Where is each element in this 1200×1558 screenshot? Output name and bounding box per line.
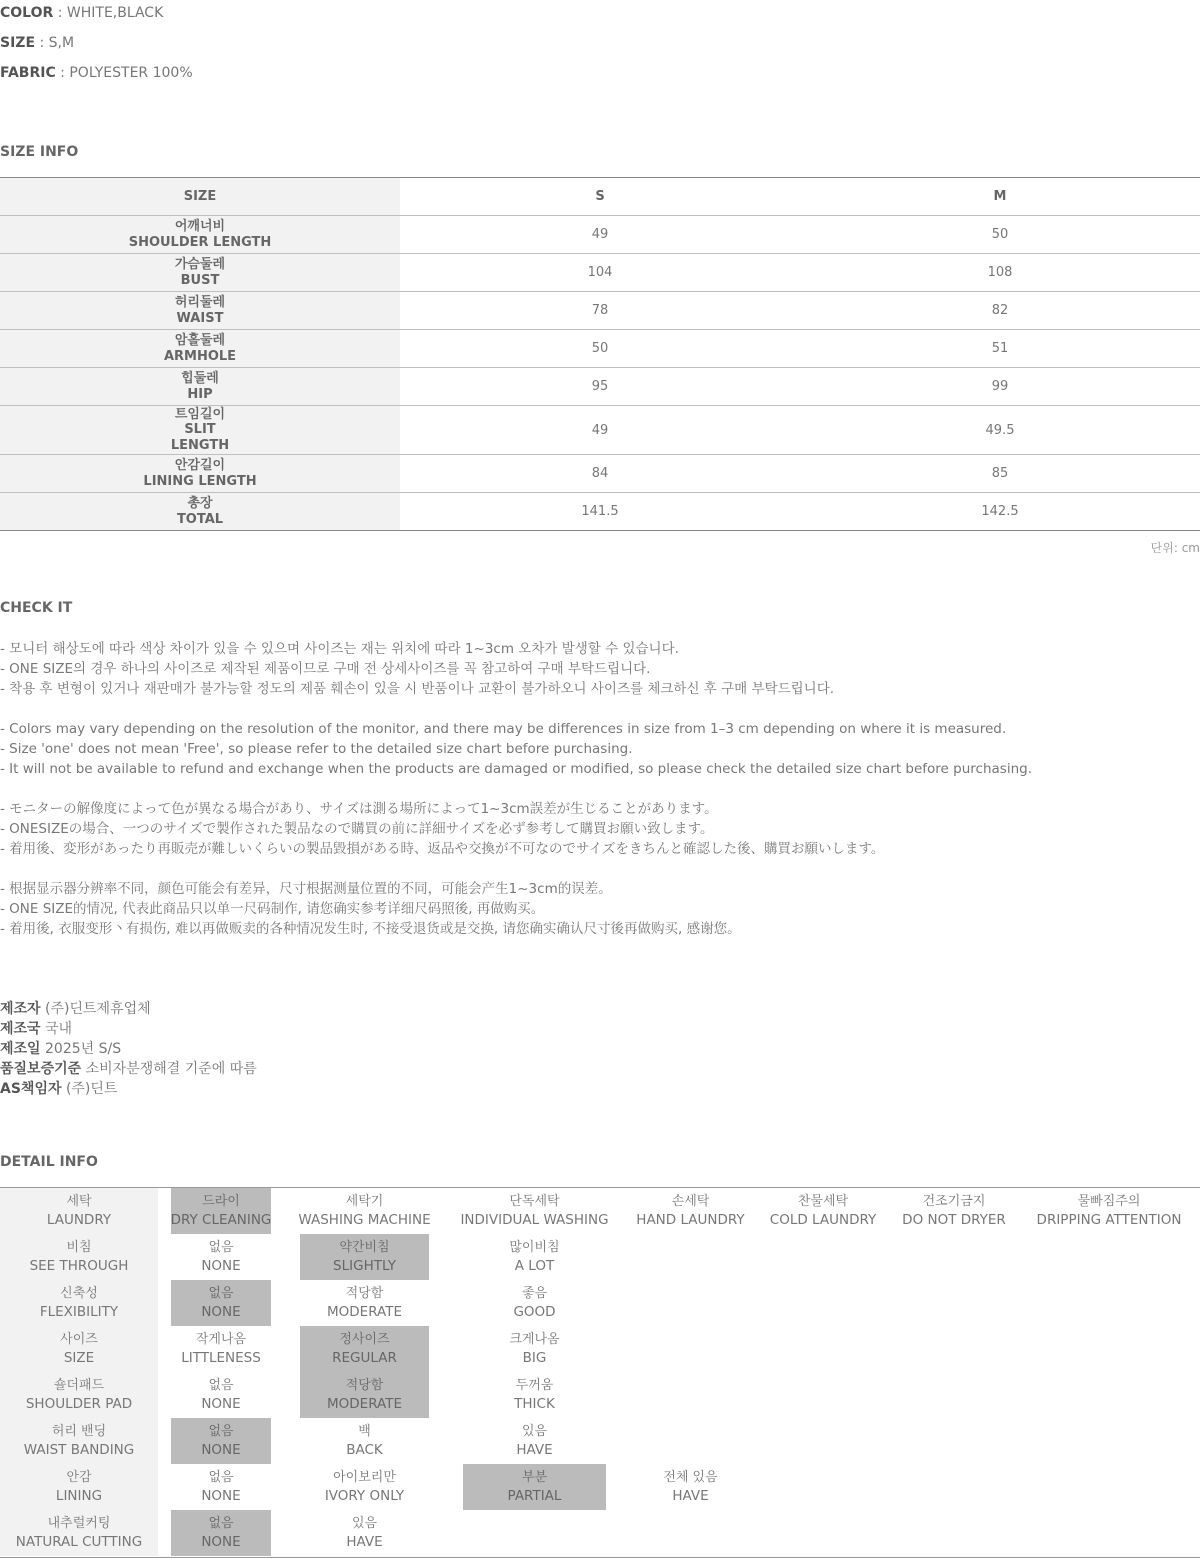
detail-option-en: A LOT	[514, 1258, 555, 1274]
detail-option-en: HAVE	[516, 1442, 553, 1458]
measure-name	[0, 455, 400, 492]
maker-label: AS책임자	[0, 1081, 62, 1097]
detail-label-kr: 안감	[66, 1470, 92, 1485]
detail-option-en: IVORY ONLY	[324, 1488, 405, 1504]
detail-option-en: NONE	[201, 1534, 241, 1550]
note-line: - Size 'one' does not mean 'Free', so please refer to the detailed size chart before purchasing.	[0, 741, 633, 757]
detail-label-en: LAUNDRY	[46, 1212, 112, 1228]
detail-option-kr: 아이보리만	[333, 1470, 396, 1485]
detail-option-en: NONE	[201, 1304, 241, 1320]
size-m-value: 50	[991, 227, 1009, 242]
note-line: - ONESIZEの場合、一つのサイズで製作された製品なので購買の前に詳細サイズを必ず参考して購買お願い致します。	[0, 821, 714, 837]
detail-option	[463, 1326, 606, 1372]
detail-option-en: HAND LAUNDRY	[636, 1212, 745, 1228]
size-row	[0, 367, 1200, 405]
measure-name	[0, 330, 400, 367]
note-line: - 着用後, 衣服变形丶有损伤, 难以再做贩卖的各种情况发生时, 不接受退货或是交换, 请您确实确认尺寸後再做购买, 感谢您。	[0, 921, 741, 937]
maker-value: (주)딘트	[61, 1081, 118, 1097]
spec-value: : WHITE,BLACK	[53, 5, 164, 21]
detail-option-kr: 건조기금지	[922, 1194, 986, 1209]
detail-label-kr: 내추럴커팅	[47, 1516, 111, 1531]
detail-row	[0, 1510, 1200, 1556]
spec-fabric	[0, 65, 193, 82]
size-s-value: 104	[587, 265, 613, 280]
spec-label: COLOR	[0, 5, 54, 21]
measure-name-en: BUST	[180, 272, 220, 288]
detail-option-en: DRY CLEANING	[170, 1212, 272, 1228]
measure-name-en: LENGTH	[170, 437, 230, 453]
size-table-header	[0, 178, 1200, 215]
detail-option-kr: 적당함	[345, 1378, 384, 1393]
note-line: - 根据显示器分辨率不同，颜色可能会有差异，尺寸根据测量位置的不同，可能会产生1~3cm的误差。	[0, 881, 612, 897]
maker-value: 국내	[40, 1021, 73, 1037]
detail-row	[0, 1326, 1200, 1372]
detail-option-kr: 전체 있음	[663, 1470, 718, 1485]
detail-option-kr: 단독세탁	[509, 1194, 560, 1209]
spec-label: SIZE	[0, 35, 36, 51]
maker-label: 제조자	[0, 1001, 41, 1017]
detail-option	[463, 1234, 606, 1280]
detail-option-selected	[171, 1188, 271, 1234]
detail-option-en: LITTLENESS	[181, 1350, 261, 1366]
maker-row	[0, 1059, 257, 1079]
measure-name-kr: 허리둘레	[174, 295, 226, 310]
detail-row	[0, 1464, 1200, 1510]
detail-option-en: REGULAR	[332, 1350, 397, 1366]
detail-option-kr: 많이비침	[509, 1240, 560, 1255]
detail-row-label	[0, 1280, 158, 1326]
detail-option	[1024, 1188, 1194, 1234]
measure-name-en: ARMHOLE	[163, 348, 237, 364]
detail-row-label	[0, 1464, 158, 1510]
detail-option	[171, 1234, 271, 1280]
detail-label-kr: 숄더패드	[53, 1378, 105, 1393]
detail-option	[463, 1372, 606, 1418]
detail-label-en: SEE THROUGH	[29, 1258, 129, 1274]
note-line	[0, 699, 1200, 719]
detail-option-en: THICK	[514, 1396, 555, 1412]
maker-row	[0, 1079, 257, 1099]
unit-label: 단위: cm	[1150, 541, 1200, 555]
size-s-value: 78	[591, 303, 609, 318]
measure-name-kr: 트임길이	[174, 406, 226, 422]
measure-name-kr: 총장	[187, 496, 213, 511]
size-header-m: M	[993, 189, 1007, 204]
detail-option-kr: 부분	[521, 1470, 548, 1485]
detail-label-kr: 신축성	[60, 1286, 98, 1301]
detail-row-label	[0, 1326, 158, 1372]
detail-option	[463, 1280, 606, 1326]
detail-option	[463, 1418, 606, 1464]
maker-value: 소비자분쟁해결 기준에 따름	[81, 1061, 257, 1077]
detail-option-selected	[300, 1234, 429, 1280]
detail-option	[300, 1464, 429, 1510]
measure-name	[0, 368, 400, 405]
size-row	[0, 291, 1200, 329]
size-m-value: 108	[987, 265, 1013, 280]
detail-label-en: LINING	[55, 1488, 103, 1504]
detail-label-kr: 허리 밴딩	[51, 1424, 107, 1439]
note-line: - 모니터 해상도에 따라 색상 차이가 있을 수 있으며 사이즈는 재는 위치에 따라 1~3cm 오차가 발생할 수 있습니다.	[0, 641, 679, 657]
spec-label: FABRIC	[0, 65, 56, 81]
measure-name-en: LINING LENGTH	[143, 473, 257, 489]
size-m-value: 85	[991, 466, 1009, 481]
detail-option-kr: 없음	[208, 1516, 234, 1531]
detail-option-en: COLD LAUNDRY	[769, 1212, 877, 1228]
size-header-s: S	[595, 189, 605, 204]
detail-option-kr: 적당함	[345, 1286, 384, 1301]
detail-option-kr: 없음	[208, 1240, 234, 1255]
detail-option-en: BIG	[522, 1350, 547, 1366]
detail-option	[768, 1188, 878, 1234]
size-s-value: 95	[591, 379, 609, 394]
measure-name	[0, 216, 400, 253]
size-row	[0, 405, 1200, 454]
detail-option	[300, 1510, 429, 1556]
note-line: - It will not be available to refund and exchange when the products are damaged or modified, so please check the detailed size chart before purchasing.	[0, 761, 1032, 777]
detail-option-selected	[463, 1464, 606, 1510]
detail-option-kr: 있음	[351, 1516, 378, 1531]
detail-option-en: NONE	[201, 1396, 241, 1412]
detail-table	[0, 1187, 1200, 1558]
measure-name-en: HIP	[187, 386, 213, 402]
detail-option-kr: 손세탁	[671, 1194, 710, 1209]
detail-row-label	[0, 1188, 158, 1234]
detail-option	[460, 1188, 609, 1234]
detail-option-selected	[171, 1418, 271, 1464]
detail-option-en: DRIPPING ATTENTION	[1036, 1212, 1182, 1228]
size-row	[0, 215, 1200, 253]
spec-value: : POLYESTER 100%	[55, 65, 193, 81]
detail-option-en: BACK	[346, 1442, 383, 1458]
size-row	[0, 454, 1200, 492]
measure-name-en: SHOULDER LENGTH	[128, 234, 272, 250]
detail-option-kr: 세탁기	[345, 1194, 384, 1209]
detail-option-en: NONE	[201, 1488, 241, 1504]
size-row	[0, 253, 1200, 291]
maker-row	[0, 1019, 257, 1039]
detail-label-en: SIZE	[63, 1350, 95, 1366]
measure-name-kr: 어깨너비	[174, 219, 226, 234]
measure-name-kr: 힙둘레	[181, 371, 219, 386]
maker-label: 제조일	[0, 1041, 41, 1057]
detail-option-kr: 찬물세탁	[797, 1194, 849, 1209]
detail-option	[171, 1326, 271, 1372]
spec-color	[0, 5, 163, 22]
detail-option-en: PARTIAL	[507, 1488, 562, 1504]
maker-label: 품질보증기준	[0, 1061, 82, 1077]
size-m-value: 82	[991, 303, 1009, 318]
detail-row	[0, 1372, 1200, 1418]
note-line: - ONE SIZE의 경우 하나의 사이즈로 제작된 제품이므로 구매 전 상세사이즈를 꼭 참고하여 구매 부탁드립니다.	[0, 661, 651, 677]
detail-row-label	[0, 1234, 158, 1280]
detail-option	[171, 1372, 271, 1418]
detail-option	[622, 1188, 759, 1234]
maker-value: (주)딘트제휴업체	[40, 1001, 151, 1017]
detail-label-en: NATURAL CUTTING	[15, 1534, 143, 1550]
size-m-value: 51	[991, 341, 1009, 356]
size-row	[0, 492, 1200, 530]
detail-option-kr: 없음	[208, 1378, 234, 1393]
measure-name	[0, 493, 400, 530]
detail-row	[0, 1418, 1200, 1464]
detail-option-kr: 드라이	[202, 1194, 240, 1209]
measure-name-kr: 안감길이	[174, 458, 226, 473]
size-info-title: SIZE INFO	[0, 144, 79, 160]
note-line: - ONE SIZE的情况, 代表此商品只以单一尺码制作, 请您确实参考详细尺码照後, 再做购买。	[0, 901, 545, 917]
note-line: - Colors may vary depending on the resolution of the monitor, and there may be differences in size from 1–3 cm depending on where it is measured.	[0, 721, 1007, 737]
detail-option-selected	[171, 1280, 271, 1326]
note-line: - モニターの解像度によって色が異なる場合があり、サイズは測る場所によって1~3cm誤差が生じることがあります。	[0, 801, 718, 817]
note-line: - 착용 후 변형이 있거나 재판매가 불가능할 정도의 제품 훼손이 있을 시 반품이나 교환이 불가하오니 사이즈를 체크하신 후 구매 부탁드립니다.	[0, 681, 835, 697]
measure-name-kr: 암홀둘레	[174, 333, 226, 348]
size-s-value: 141.5	[581, 504, 619, 519]
check-it-notes	[0, 639, 1200, 939]
detail-option-en: NONE	[201, 1442, 241, 1458]
detail-option-kr: 없음	[208, 1286, 234, 1301]
size-header-label: SIZE	[0, 178, 400, 215]
maker-value: 2025년 S/S	[40, 1041, 122, 1057]
detail-option-en: HAVE	[672, 1488, 709, 1504]
detail-option-kr: 없음	[208, 1424, 234, 1439]
measure-name	[0, 292, 400, 329]
detail-option	[300, 1188, 429, 1234]
note-line: - 着用後、変形があったり再販売が難しいくらいの製品毀損がある時、返品や交換が不可なのでサイズをきちんと確認した後、購買お願いします。	[0, 841, 885, 857]
detail-label-en: WAIST BANDING	[23, 1442, 135, 1458]
detail-option-en: MODERATE	[327, 1396, 402, 1412]
detail-option-selected	[300, 1326, 429, 1372]
size-s-value: 84	[591, 466, 609, 481]
detail-option-en: SLIGHTLY	[333, 1258, 396, 1274]
detail-option-kr: 좋음	[521, 1286, 548, 1301]
detail-label-kr: 비침	[66, 1240, 92, 1255]
check-it-title: CHECK IT	[0, 600, 73, 616]
detail-option-en: MODERATE	[327, 1304, 402, 1320]
detail-option-kr: 정사이즈	[339, 1332, 390, 1347]
size-table	[0, 177, 1200, 531]
maker-info	[0, 999, 257, 1099]
detail-option-kr: 있음	[521, 1424, 548, 1439]
size-s-value: 49	[591, 422, 609, 438]
detail-option-selected	[300, 1372, 429, 1418]
spec-value: : S,M	[35, 35, 75, 51]
detail-label-kr: 사이즈	[60, 1332, 98, 1347]
detail-option-kr: 약간비침	[339, 1240, 390, 1255]
detail-option	[171, 1464, 271, 1510]
detail-option-selected	[171, 1510, 271, 1556]
detail-row	[0, 1234, 1200, 1280]
detail-option-kr: 두꺼움	[515, 1378, 554, 1393]
note-line	[0, 779, 1200, 799]
detail-option-en: DO NOT DRYER	[902, 1212, 1006, 1228]
measure-name-en: SLIT	[184, 422, 216, 438]
measure-name-en: TOTAL	[176, 511, 224, 527]
detail-option-en: INDIVIDUAL WASHING	[460, 1212, 609, 1228]
detail-row-label	[0, 1510, 158, 1556]
measure-name	[0, 254, 400, 291]
detail-label-en: SHOULDER PAD	[25, 1396, 133, 1412]
size-m-value: 142.5	[981, 504, 1019, 519]
detail-option	[300, 1280, 429, 1326]
detail-option-kr: 물빠짐주의	[1077, 1194, 1141, 1209]
detail-row	[0, 1280, 1200, 1326]
note-line	[0, 859, 1200, 879]
size-m-value: 99	[991, 379, 1009, 394]
detail-option-kr: 크게나옴	[509, 1332, 560, 1347]
measure-name-en: WAIST	[176, 310, 224, 326]
detail-option-en: GOOD	[513, 1304, 556, 1320]
detail-label-en: FLEXIBILITY	[39, 1304, 119, 1320]
maker-row	[0, 1039, 257, 1059]
spec-size	[0, 35, 74, 52]
detail-option-kr: 작게나옴	[195, 1332, 247, 1347]
measure-name-kr: 가슴둘레	[174, 257, 226, 272]
detail-info-title: DETAIL INFO	[0, 1154, 98, 1170]
detail-row	[0, 1188, 1200, 1234]
size-s-value: 49	[591, 227, 609, 242]
detail-row-label	[0, 1372, 158, 1418]
size-row	[0, 329, 1200, 367]
detail-option-kr: 없음	[208, 1470, 234, 1485]
detail-option-en: WASHING MACHINE	[298, 1212, 431, 1228]
maker-row	[0, 999, 257, 1019]
measure-name	[0, 406, 400, 454]
detail-option-en: HAVE	[346, 1534, 383, 1550]
detail-row-label	[0, 1418, 158, 1464]
size-s-value: 50	[591, 341, 609, 356]
maker-label: 제조국	[0, 1021, 41, 1037]
detail-option	[622, 1464, 759, 1510]
detail-label-kr: 세탁	[66, 1194, 92, 1209]
detail-option	[898, 1188, 1010, 1234]
detail-option-en: NONE	[201, 1258, 241, 1274]
detail-option	[300, 1418, 429, 1464]
size-m-value: 49.5	[985, 422, 1015, 438]
detail-option-kr: 백	[358, 1424, 371, 1439]
